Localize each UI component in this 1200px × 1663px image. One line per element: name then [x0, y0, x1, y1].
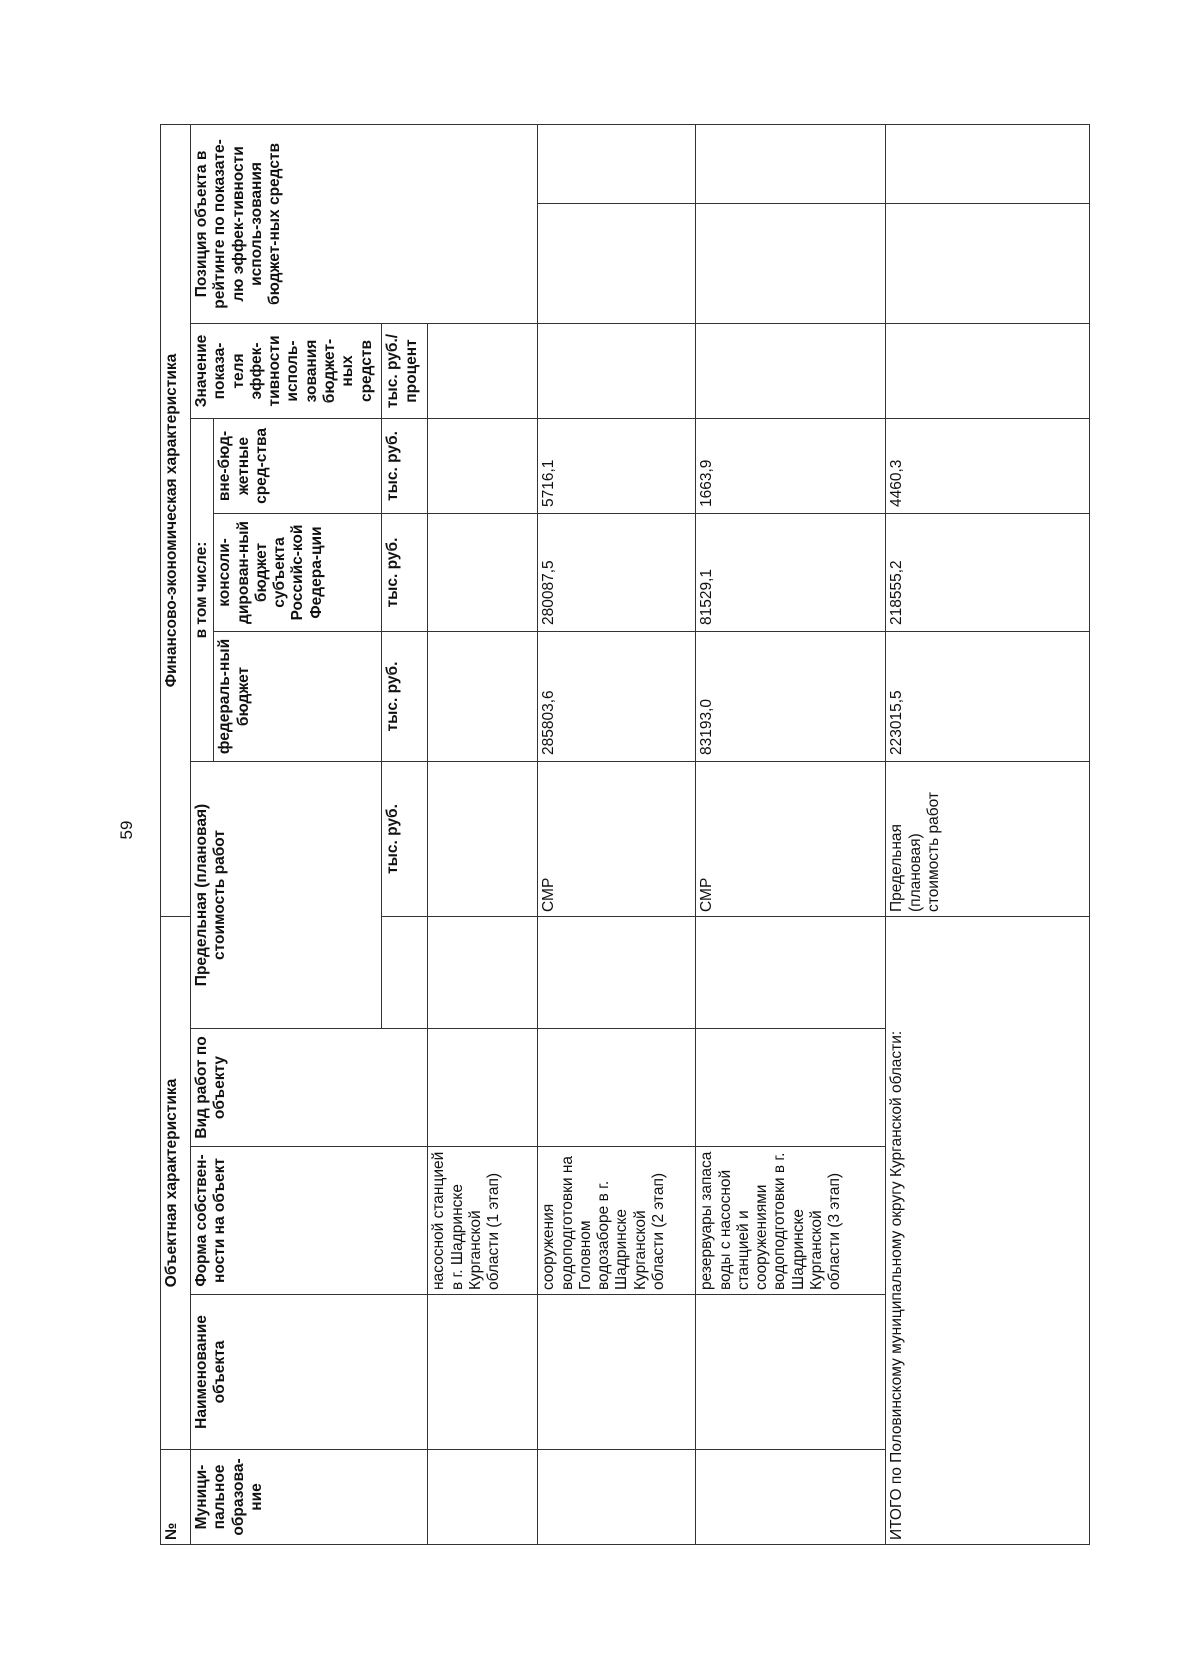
cell-indicator	[538, 203, 696, 323]
table-row	[538, 124, 696, 1544]
cell-no	[428, 1450, 538, 1545]
table-row	[696, 124, 886, 1544]
header-municipality: Муници-пальное образова-ние	[191, 1450, 428, 1545]
cell-municipality	[538, 1295, 696, 1450]
header-extra: вне-бюд-жетные сред-ства	[214, 418, 382, 513]
total-cost: 223015,5	[886, 631, 1090, 761]
cell-work-detail	[428, 761, 538, 916]
cell-regional	[428, 418, 538, 513]
cell-extra	[538, 323, 696, 418]
total-federal: 218555,2	[886, 513, 1090, 631]
unit-indicator: тыс. руб./ процент	[382, 323, 428, 418]
cell-municipality	[428, 1295, 538, 1450]
cell-regional: 1663,9	[696, 418, 886, 513]
cell-municipality	[696, 1295, 886, 1450]
header-finance-group: Финансово-экономическая характеристика	[161, 124, 191, 916]
header-regional: консоли-дирован-ный бюджет субъекта Российс-кой Федера-ции	[214, 513, 382, 631]
header-including: в том числе:	[191, 418, 214, 761]
header-ownership: Форма собствен-ности на объект	[191, 1147, 428, 1295]
header-max-cost: Предельная (плановая) стоимость работ	[191, 761, 382, 1028]
unit-cost: тыс. руб.	[382, 761, 428, 916]
cell-cost: 83193,0	[696, 631, 886, 761]
page-number: 59	[117, 820, 136, 840]
header-rating: Позиция объекта в рейтинге по показате-лю эффек-тивности исполь-зования бюджет-ных средств	[191, 124, 538, 323]
unit-federal: тыс. руб.	[382, 631, 428, 761]
cell-cost: 285803,6	[538, 631, 696, 761]
cell-work-detail: СМР	[696, 761, 886, 916]
cell-rating	[538, 124, 696, 203]
cell-work-type	[696, 916, 886, 1028]
cell-federal	[428, 513, 538, 631]
table-row	[428, 124, 538, 1544]
header-no: №	[161, 1450, 191, 1545]
cell-ownership	[696, 1029, 886, 1147]
header-work-type: Вид работ по объекту	[191, 1029, 428, 1147]
total-rating	[886, 124, 1090, 203]
rotated-table-container	[160, 125, 1090, 1545]
cell-work-type	[428, 916, 538, 1028]
cell-extra	[696, 323, 886, 418]
total-indicator	[886, 203, 1090, 323]
total-extra	[886, 323, 1090, 418]
header-indicator: Значение показа-теля эффек-тивности исполь-зования бюджет-ных средств	[191, 323, 382, 418]
unit-extra: тыс. руб.	[382, 418, 428, 513]
header-federal: федераль-ный бюджет	[214, 631, 382, 761]
cell-object-name: насосной станцией в г. Шадринске Курганской области (1 этап)	[428, 1147, 538, 1295]
total-work-detail: Предельная (плановая) стоимость работ	[886, 761, 1090, 916]
cell-ownership	[538, 1029, 696, 1147]
cell-no	[538, 1450, 696, 1545]
cell-no	[696, 1450, 886, 1545]
cell-object-name: резервуары запаса воды с насосной станцией и сооружениями водоподготовки в г. Шадринске Курганской области (3 этап)	[696, 1147, 886, 1295]
total-row	[886, 124, 1090, 1544]
cell-indicator	[696, 203, 886, 323]
cell-work-detail: СМР	[538, 761, 696, 916]
header-unit-spacer	[382, 916, 428, 1028]
total-regional: 4460,3	[886, 418, 1090, 513]
cell-ownership	[428, 1029, 538, 1147]
cell-federal: 81529,1	[696, 513, 886, 631]
cell-regional: 5716,1	[538, 418, 696, 513]
cell-work-type	[538, 916, 696, 1028]
cell-federal: 280087,5	[538, 513, 696, 631]
header-object-name: Наименование объекта	[191, 1295, 428, 1450]
unit-regional: тыс. руб.	[382, 513, 428, 631]
finance-table	[160, 124, 1090, 1545]
cell-object-name: сооружения водоподготовки на Головном водозаборе в г. Шадринске Курганской области (2 этап)	[538, 1147, 696, 1295]
cell-extra	[428, 323, 538, 418]
cell-rating	[696, 124, 886, 203]
total-label: ИТОГО по Половинскому муниципальному округу Курганской области:	[886, 916, 1090, 1544]
header-object-group: Объектная характеристика	[161, 916, 191, 1449]
cell-cost	[428, 631, 538, 761]
